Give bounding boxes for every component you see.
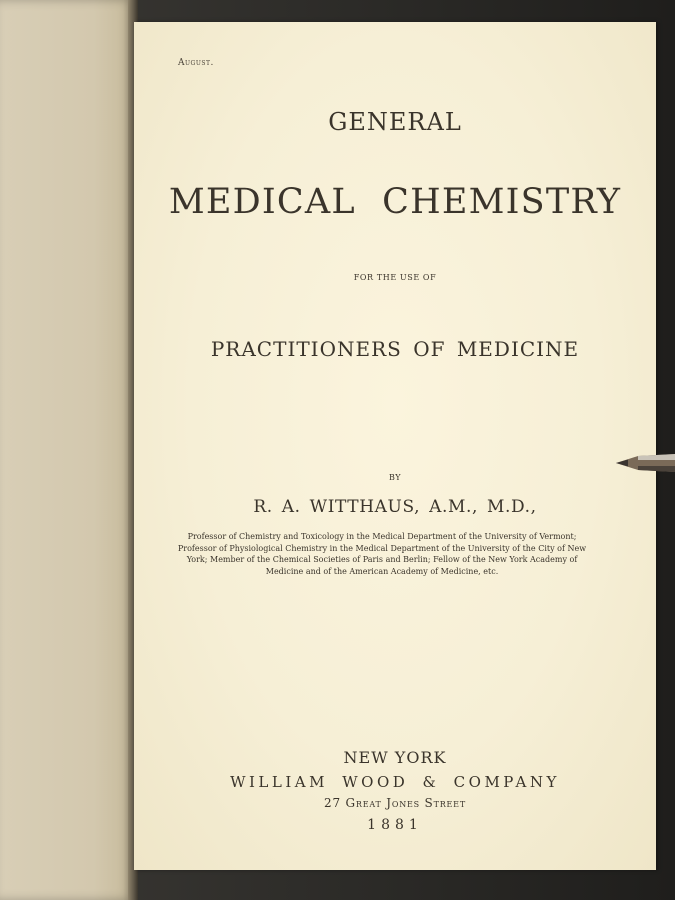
title-line-1: GENERAL (328, 108, 462, 136)
publication-year: 1881 (367, 817, 423, 833)
publisher-street: 27 Great Jones Street (324, 796, 466, 810)
by-label: BY (388, 473, 402, 482)
pencil-tip-icon (616, 452, 675, 474)
left-page (0, 0, 134, 900)
month-label: August. (178, 58, 214, 68)
publisher-city: NEW YORK (343, 748, 447, 767)
title-line-2: MEDICAL CHEMISTRY (168, 182, 622, 222)
subtitle: PRACTITIONERS OF MEDICINE (210, 337, 580, 361)
for-use-label: FOR THE USE OF (353, 273, 437, 282)
author-credentials: Professor of Chemistry and Toxicology in the Medical Department of the University of Vermont; Professor of Physiological Chemistry in the Medical Department of the University of the City of New York; Member of the Chemical Societies of Paris and Berlin; Fellow of the New York Academy of Medicine and of the American Academy of Medicine, etc. (177, 532, 587, 576)
title-page (134, 22, 656, 870)
author-name: R. A. WITTHAUS, A.M., M.D., (253, 497, 537, 517)
publisher-name: WILLIAM WOOD & COMPANY (230, 773, 560, 791)
